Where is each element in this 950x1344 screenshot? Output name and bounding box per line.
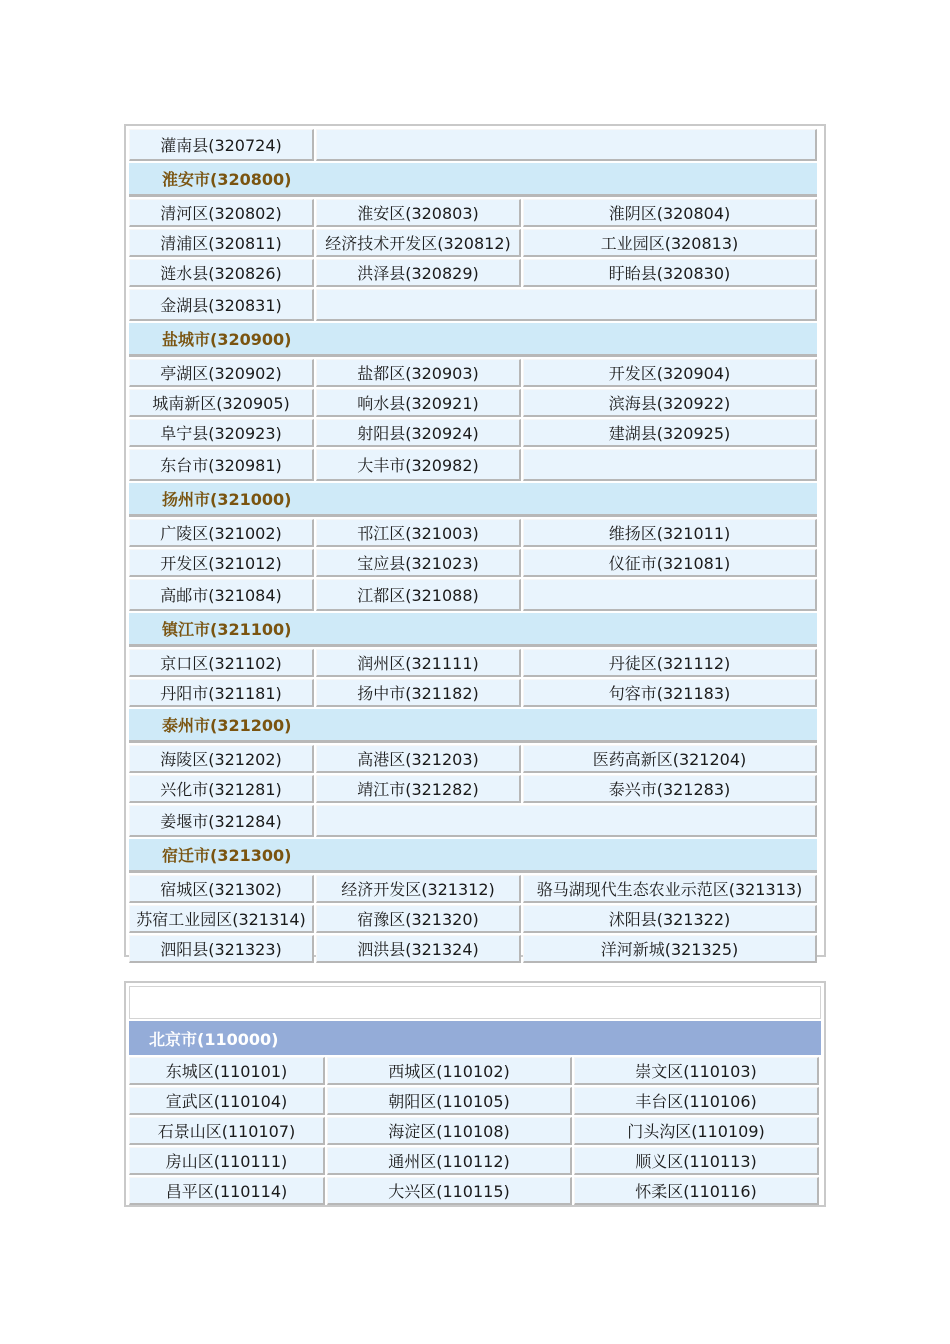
beijing-region-table [124,981,826,1207]
district-cell[interactable]: 亭湖区(320902) [129,359,314,387]
blank-header-row [129,986,821,1019]
district-cell[interactable]: 泗阳县(321323) [129,935,314,963]
table-row [129,875,821,905]
city-header-yangzhou[interactable]: 扬州市(321000) [129,483,817,517]
district-cell[interactable]: 宿豫区(321320) [316,905,521,933]
district-cell[interactable]: 崇文区(110103) [574,1057,819,1085]
district-cell[interactable]: 大丰市(320982) [316,449,521,481]
district-cell[interactable]: 京口区(321102) [129,649,314,677]
city-header-zhenjiang[interactable]: 镇江市(321100) [129,613,817,647]
district-cell[interactable]: 工业园区(320813) [523,229,817,257]
table-row [129,449,821,483]
table-row [129,935,821,965]
table-row [129,775,821,805]
district-cell[interactable]: 洪泽县(320829) [316,259,521,287]
table-row [129,519,821,549]
empty-cell [316,129,817,161]
table-row [129,129,821,163]
table-row [129,579,821,613]
district-cell[interactable]: 句容市(321183) [523,679,817,707]
district-cell[interactable]: 仪征市(321081) [523,549,817,577]
district-cell[interactable]: 大兴区(110115) [327,1177,572,1205]
table-row [129,229,821,259]
empty-cell [316,289,817,321]
district-cell[interactable]: 顺义区(110113) [574,1147,819,1175]
table-row [129,389,821,419]
table-row [129,1087,821,1117]
district-cell[interactable]: 开发区(320904) [523,359,817,387]
district-cell[interactable]: 沭阳县(321322) [523,905,817,933]
table-row [129,1057,821,1087]
district-cell[interactable]: 淮阴区(320804) [523,199,817,227]
table-row [129,679,821,709]
district-cell[interactable]: 朝阳区(110105) [327,1087,572,1115]
district-cell[interactable]: 射阳县(320924) [316,419,521,447]
district-cell[interactable]: 响水县(320921) [316,389,521,417]
district-cell[interactable]: 兴化市(321281) [129,775,314,803]
jiangsu-region-table [124,124,826,957]
table-row [129,1177,821,1207]
district-cell[interactable]: 苏宿工业园区(321314) [129,905,314,933]
district-cell[interactable]: 高邮市(321084) [129,579,314,611]
district-cell[interactable]: 丹徒区(321112) [523,649,817,677]
empty-cell [523,449,817,481]
district-cell[interactable]: 怀柔区(110116) [574,1177,819,1205]
district-cell[interactable]: 经济技术开发区(320812) [316,229,521,257]
district-cell[interactable]: 金湖县(320831) [129,289,314,321]
district-cell[interactable]: 房山区(110111) [129,1147,325,1175]
table-row [129,745,821,775]
table-row [129,1117,821,1147]
province-header-beijing[interactable]: 北京市(110000) [129,1021,821,1055]
district-cell[interactable]: 泗洪县(321324) [316,935,521,963]
district-cell[interactable]: 石景山区(110107) [129,1117,325,1145]
district-cell[interactable]: 宿城区(321302) [129,875,314,903]
district-cell[interactable]: 东台市(320981) [129,449,314,481]
district-cell[interactable]: 丰台区(110106) [574,1087,819,1115]
district-cell[interactable]: 城南新区(320905) [129,389,314,417]
district-cell[interactable]: 洋河新城(321325) [523,935,817,963]
district-cell[interactable]: 宝应县(321023) [316,549,521,577]
district-cell[interactable]: 清浦区(320811) [129,229,314,257]
city-header-suqian[interactable]: 宿迁市(321300) [129,839,817,873]
district-cell[interactable]: 灌南县(320724) [129,129,314,161]
district-cell[interactable]: 姜堰市(321284) [129,805,314,837]
district-cell[interactable]: 海淀区(110108) [327,1117,572,1145]
district-cell[interactable]: 泰兴市(321283) [523,775,817,803]
table-row [129,419,821,449]
empty-cell [523,579,817,611]
district-cell[interactable]: 盱眙县(320830) [523,259,817,287]
table-row [129,805,821,839]
district-cell[interactable]: 经济开发区(321312) [316,875,521,903]
table-row [129,1147,821,1177]
district-cell[interactable]: 盐都区(320903) [316,359,521,387]
district-cell[interactable]: 淮安区(320803) [316,199,521,227]
table-row [129,359,821,389]
district-cell[interactable]: 东城区(110101) [129,1057,325,1085]
district-cell[interactable]: 阜宁县(320923) [129,419,314,447]
district-cell[interactable]: 宣武区(110104) [129,1087,325,1115]
district-cell[interactable]: 维扬区(321011) [523,519,817,547]
district-cell[interactable]: 清河区(320802) [129,199,314,227]
city-header-yancheng[interactable]: 盐城市(320900) [129,323,817,357]
district-cell[interactable]: 广陵区(321002) [129,519,314,547]
district-cell[interactable]: 高港区(321203) [316,745,521,773]
city-header-huaian[interactable]: 淮安市(320800) [129,163,817,197]
district-cell[interactable]: 昌平区(110114) [129,1177,325,1205]
table-row [129,199,821,229]
district-cell[interactable]: 润州区(321111) [316,649,521,677]
district-cell[interactable]: 涟水县(320826) [129,259,314,287]
district-cell[interactable]: 海陵区(321202) [129,745,314,773]
district-cell[interactable]: 建湖县(320925) [523,419,817,447]
table-row [129,259,821,289]
table-row [129,905,821,935]
district-cell[interactable]: 靖江市(321282) [316,775,521,803]
district-cell[interactable]: 邗江区(321003) [316,519,521,547]
district-cell[interactable]: 江都区(321088) [316,579,521,611]
district-cell[interactable]: 医药高新区(321204) [523,745,817,773]
district-cell[interactable]: 通州区(110112) [327,1147,572,1175]
district-cell[interactable]: 门头沟区(110109) [574,1117,819,1145]
district-cell[interactable]: 丹阳市(321181) [129,679,314,707]
empty-cell [316,805,817,837]
district-cell[interactable]: 西城区(110102) [327,1057,572,1085]
district-cell[interactable]: 开发区(321012) [129,549,314,577]
table-row [129,289,821,323]
table-row [129,549,821,579]
table-row [129,649,821,679]
city-header-taizhou[interactable]: 泰州市(321200) [129,709,817,743]
district-cell[interactable]: 滨海县(320922) [523,389,817,417]
district-cell[interactable]: 骆马湖现代生态农业示范区(321313) [523,875,817,903]
district-cell[interactable]: 扬中市(321182) [316,679,521,707]
